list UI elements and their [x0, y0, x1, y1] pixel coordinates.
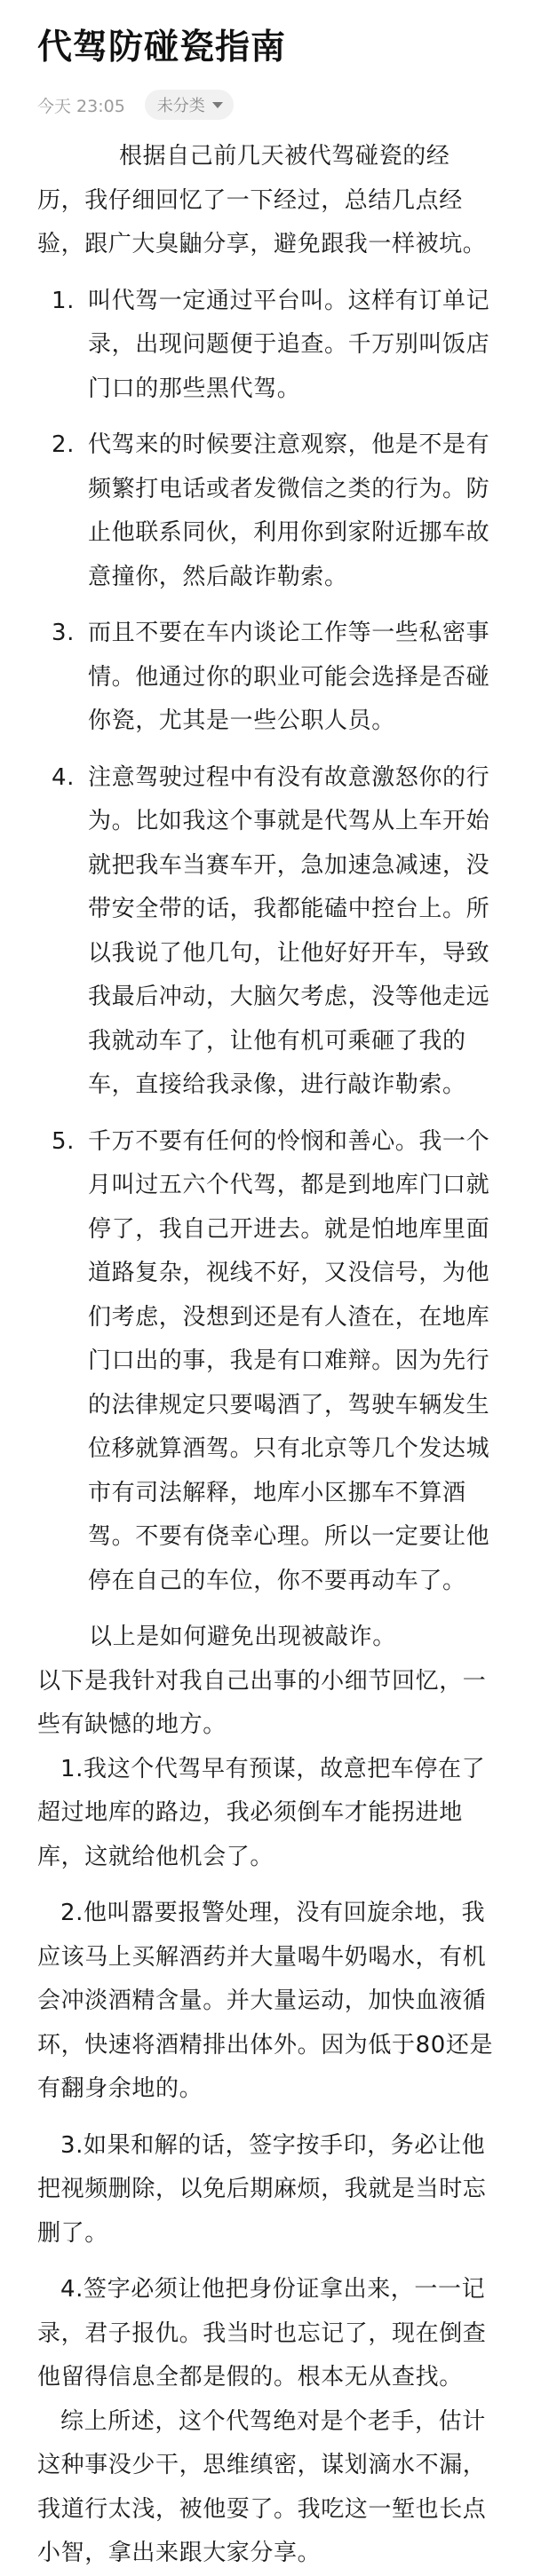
tips-list	[37, 280, 494, 1604]
list-item-text: 千万不要有任何的怜悯和善心。我一个月叫过五六个代驾，都是到地库门口就停了，我自己开进去。就是怕地库里面道路复杂，视线不好，又没信号，为他们考虑，没想到还是有人渣在，在地库门口出的事，我是有口难辩。因为先行的法律规定只要喝酒了，驾驶车辆发生位移就算酒驾。只有北京等几个发达城市有司法解释，地库小区挪车不算酒驾。不要有侥幸心理。所以一定要让他停在自己的车位，你不要再动车了。	[88, 1127, 490, 1594]
list-item	[37, 423, 494, 599]
chevron-down-icon	[212, 102, 223, 108]
list-item	[37, 756, 494, 1108]
list-item-text: 叫代驾一定通过平台叫。这样有订单记录，出现问题便于追查。千万别叫饭店门口的那些黑代驾。	[88, 287, 490, 402]
details-intro-paragraph: 以下是我针对我自己出事的小细节回忆，一些有缺憾的地方。	[37, 1667, 487, 1738]
list-number: 4.	[52, 763, 76, 791]
list-item-text: 注意驾驶过程中有没有故意激怒你的行为。比如我这个事就是代驾从上车开始就把我车当赛车开，急加速急减速，没带安全带的话，我都能磕中控台上。所以我说了他几句，让他好好开车，导致我最后冲动，大脑欠考虑，没等他走远我就动车了，让他有机可乘砸了我的车，直接给我录像，进行敲诈勒索。	[88, 763, 490, 1098]
summary-paragraph: 以上是如何避免出现被敲诈。	[89, 1624, 396, 1650]
list-number: 1.	[52, 287, 76, 314]
closing-paragraph: 综上所述，这个代驾绝对是个老手，估计这种事没少干，思维缜密，谋划滴水不漏，我道行太浅，被他耍了。我吃这一堑也长点小智，拿出来跟大家分享。	[37, 2407, 487, 2566]
list-item	[37, 1120, 494, 1604]
page-title: 代驾防碰瓷指南	[37, 28, 287, 67]
detail-paragraph: 1.我这个代驾早有预谋，故意把车停在了超过地库的路边，我必须倒车才能拐进地库，这就给他机会了。	[37, 1755, 486, 1870]
detail-paragraph: 3.如果和解的话，签字按手印，务必让他把视频删除，以免后期麻烦，我就是当时忘删了。	[37, 2131, 487, 2247]
list-number: 5.	[52, 1127, 76, 1155]
detail-paragraph: 4.签字必须让他把身份证拿出来，一一记录，君子报仇。我当时也忘记了，现在倒查他留得信息全都是假的。根本无从查找。	[37, 2276, 487, 2390]
detail-paragraph: 2.他叫嚣要报警处理，没有回旋余地，我应该马上买解酒药并大量喝牛奶喝水，有机会冲淡酒精含量。并大量运动，加快血液循环，快速将酒精排出体外。因为低于80还是有翻身余地的。	[37, 1900, 494, 2102]
list-number: 3.	[52, 620, 76, 646]
note-body	[37, 135, 494, 2576]
timestamp: 今天 23:05	[37, 96, 125, 116]
note-meta	[37, 89, 494, 121]
list-item	[37, 280, 494, 412]
category-dropdown[interactable]	[145, 90, 234, 120]
list-item	[37, 612, 494, 744]
list-item-text: 而且不要在车内谈论工作等一些私密事情。他通过你的职业可能会选择是否碰你瓷，尤其是一些公职人员。	[88, 620, 490, 734]
list-number: 2.	[52, 431, 76, 458]
list-item-text: 代驾来的时候要注意观察，他是不是有频繁打电话或者发微信之类的行为。防止他联系同伙，利用你到家附近挪车故意撞你，然后敲诈勒索。	[88, 431, 490, 590]
category-label: 未分类	[156, 97, 205, 115]
intro-paragraph: 根据自己前几天被代驾碰瓷的经历，我仔细回忆了一下经过，总结几点经验，跟广大臭鼬分享，避免跟我一样被坑。	[37, 143, 487, 257]
